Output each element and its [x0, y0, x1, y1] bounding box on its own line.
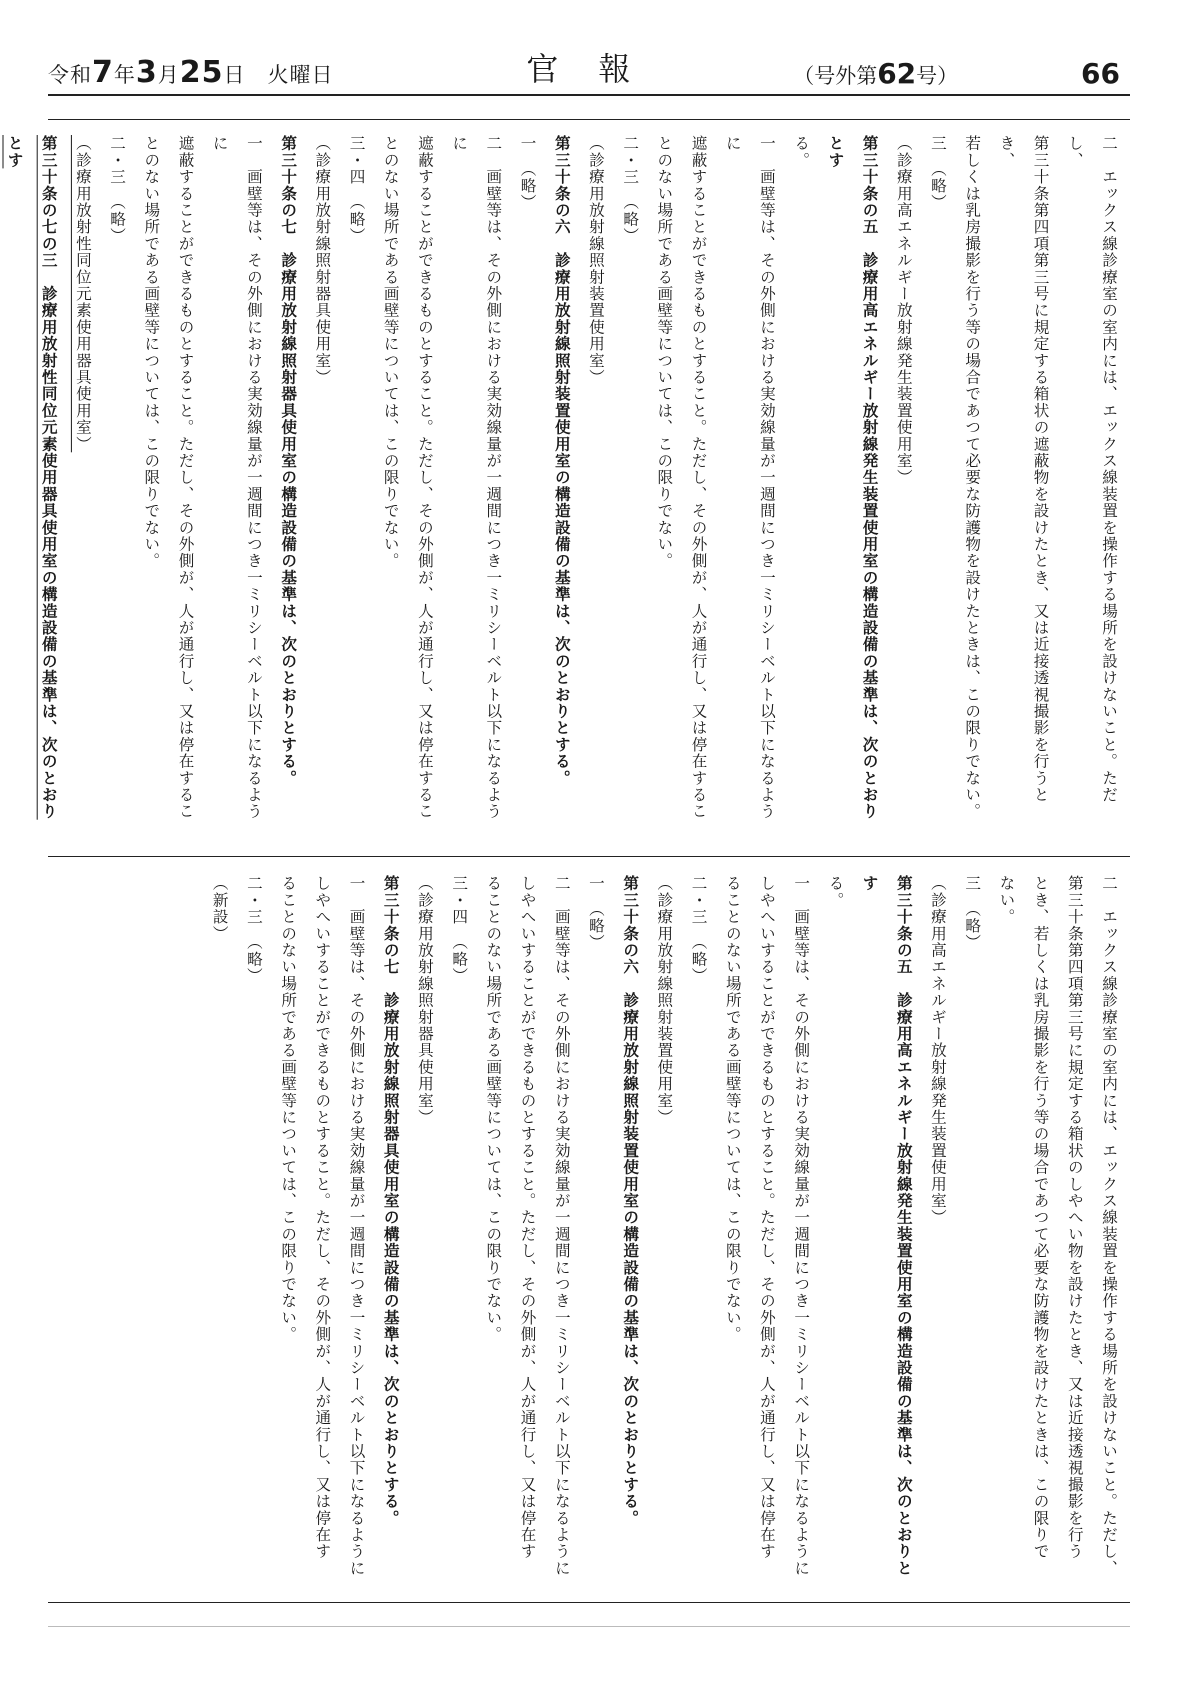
- text-line: 二 エックス線診療室の室内には、エックス線装置を操作する場所を設けないこと。ただし、: [1065, 135, 1118, 803]
- text-line: （診療用放射性同位元素使用器具使用室）: [73, 135, 92, 453]
- text-line: 二・三 （略）: [621, 135, 640, 245]
- amended-text-section: [5, 135, 1126, 835]
- text-line: 三 （略）: [928, 135, 947, 211]
- current-text-section: [56, 875, 1126, 1580]
- text-line: （診療用放射線照射装置使用室）: [655, 875, 674, 1126]
- article-heading: 第三十条の七 診療用放射線照射器具使用室の構造設備の基準は、次のとおりとする。: [279, 135, 298, 787]
- text-line: ることのない場所である画壁等については、この限りでない。: [723, 875, 742, 1343]
- text-line: 一 画壁等は、その外側における実効線量が一週間につき一ミリシーベルト以下になるように: [347, 875, 366, 1577]
- text-line: 第三十条第四項第三号に規定する箱状のしやへい物を設けたとき、又は近接透視撮影を行う: [1065, 875, 1084, 1560]
- text-line: る。: [792, 135, 811, 169]
- text-line: しやへいすることができるものとすること。ただし、その外側が、人が通行し、又は停在す: [518, 875, 537, 1560]
- text-line: 二 画壁等は、その外側における実効線量が一週間につき一ミリシーベルト以下になるように: [552, 875, 571, 1577]
- page-header: [48, 50, 1130, 90]
- text-line: る。: [826, 875, 845, 909]
- text-line: とのない場所である画壁等については、この限りでない。: [655, 135, 674, 570]
- article-heading: 第三十条の六 診療用放射線照射装置使用室の構造設備の基準は、次のとおりとする。: [552, 135, 571, 787]
- text-line: （診療用高エネルギー放射線発生装置使用室）: [894, 135, 913, 486]
- article-heading: 第三十条の五 診療用高エネルギー放射線発生装置使用室の構造設備の基準は、次のとおりとす: [826, 135, 879, 820]
- text-line: 一 （略）: [518, 135, 537, 211]
- text-line: （診療用放射線照射器具使用室）: [313, 135, 332, 386]
- page-number: 66: [1081, 57, 1120, 90]
- section-divider: [48, 856, 1130, 857]
- text-line: 一 画壁等は、その外側における実効線量が一週間につき一ミリシーベルト以下になるように: [723, 135, 776, 820]
- text-line: （診療用放射線照射器具使用室）: [415, 875, 434, 1126]
- text-line: 第三十条第四項第三号に規定する箱状の遮蔽物を設けたとき、又は近接透視撮影を行うとき、: [997, 135, 1050, 803]
- text-line: とのない場所である画壁等については、この限りでない。: [381, 135, 400, 570]
- text-line: （診療用放射線照射装置使用室）: [586, 135, 605, 386]
- table-top-rule: [48, 119, 1130, 120]
- text-line: 遮蔽することができるものとすること。ただし、その外側が、人が通行し、又は停在するこ: [415, 135, 434, 820]
- text-line: ない。: [997, 875, 1016, 926]
- text-line: 二・三 （略）: [108, 135, 127, 245]
- article-heading: 第三十条の五 診療用高エネルギー放射線発生装置使用室の構造設備の基準は、次のとおりとす: [860, 875, 913, 1577]
- text-line: 二 エックス線診療室の室内には、エックス線装置を操作する場所を設けないこと。ただし、: [1100, 875, 1118, 1577]
- text-line: 一 （略）: [586, 875, 605, 951]
- text-line: とのない場所である画壁等については、この限りでない。: [142, 135, 161, 570]
- text-line: 一 画壁等は、その外側における実効線量が一週間につき一ミリシーベルト以下になるように: [210, 135, 263, 820]
- text-line: ることのない場所である画壁等については、この限りでない。: [484, 875, 503, 1343]
- article-heading: 第三十条の六 診療用放射線照射装置使用室の構造設備の基準は、次のとおりとする。: [621, 875, 640, 1527]
- text-line: 二・三 （略）: [244, 875, 263, 985]
- gazette-title: 官報: [526, 50, 671, 88]
- text-line: ることのない場所である画壁等については、この限りでない。: [279, 875, 298, 1343]
- article-heading: 第三十条の七 診療用放射線照射器具使用室の構造設備の基準は、次のとおりとする。: [381, 875, 400, 1527]
- table-bottom-rule: [48, 1602, 1130, 1603]
- issue-number: （号外第62号）: [793, 57, 959, 90]
- text-line: 二・三 （略）: [689, 875, 708, 985]
- text-line: （診療用高エネルギー放射線発生装置使用室）: [928, 875, 947, 1226]
- text-line: 三・四 （略）: [347, 135, 366, 245]
- footer-rule: [48, 1626, 1130, 1627]
- text-line: しやへいすることができるものとすること。ただし、その外側が、人が通行し、又は停在す: [313, 875, 332, 1560]
- text-line: 遮蔽することができるものとすること。ただし、その外側が、人が通行し、又は停在するこ: [689, 135, 708, 820]
- text-line: 遮蔽することができるものとすること。ただし、その外側が、人が通行し、又は停在するこ: [176, 135, 195, 820]
- new-provision-note: （新設）: [210, 875, 229, 942]
- header-rule: [48, 94, 1130, 96]
- text-line: とき、若しくは乳房撮影を行う等の場合であつて必要な防護物を設けたときは、この限りで: [1031, 875, 1050, 1560]
- text-line: 若しくは乳房撮影を行う等の場合であつて必要な防護物を設けたときは、この限りでない。: [963, 135, 982, 820]
- text-line: 一 画壁等は、その外側における実効線量が一週間につき一ミリシーベルト以下になるように: [792, 875, 811, 1577]
- issue-date: 令和7年3月25日 火曜日: [48, 55, 334, 90]
- article-heading: 第三十条の七の三 診療用放射性同位元素使用器具使用室の構造設備の基準は、次のとおりとす: [5, 135, 58, 820]
- text-line: 三 （略）: [963, 875, 982, 951]
- text-line: しやへいすることができるものとすること。ただし、その外側が、人が通行し、又は停在す: [757, 875, 776, 1560]
- text-line: 三・四 （略）: [450, 875, 469, 985]
- text-line: 二 画壁等は、その外側における実効線量が一週間につき一ミリシーベルト以下になるように: [450, 135, 503, 820]
